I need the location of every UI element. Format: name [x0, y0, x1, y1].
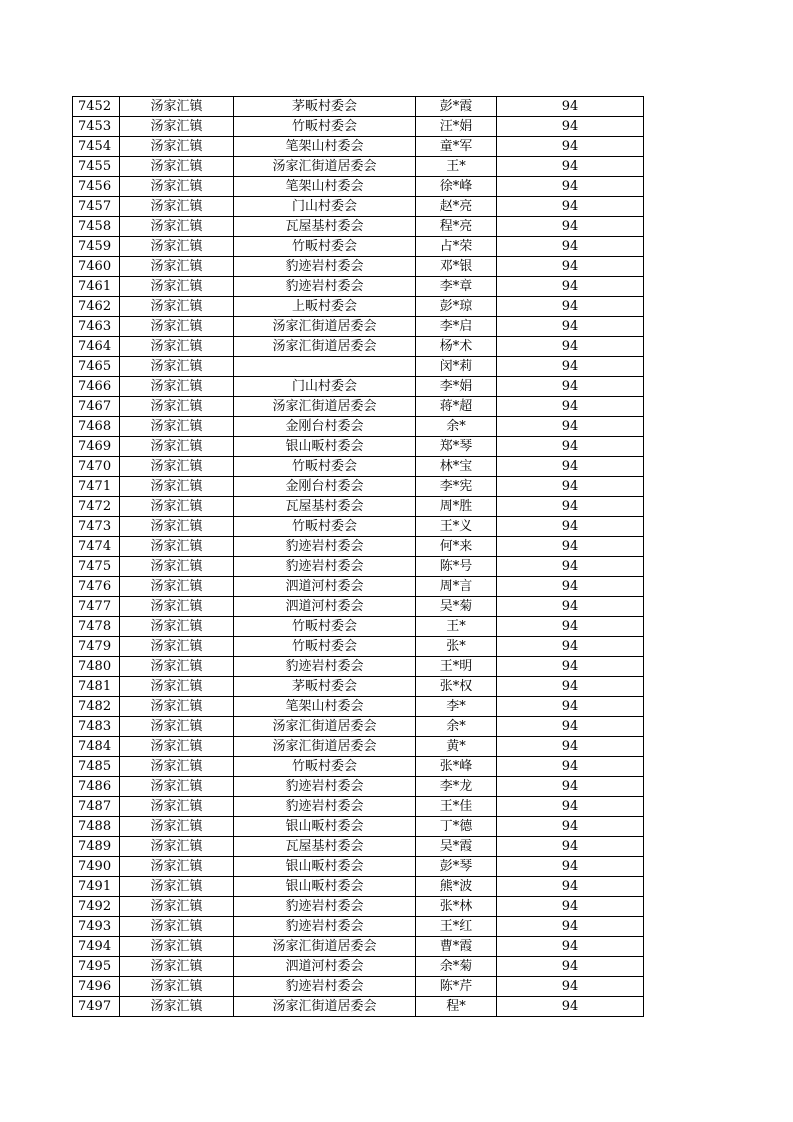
committee-cell: 茅畈村委会 [234, 97, 416, 117]
row-number-cell: 7490 [73, 857, 120, 877]
data-table [72, 96, 644, 1017]
table-row [73, 977, 644, 997]
score-cell: 94 [497, 257, 644, 277]
committee-cell: 豹迹岩村委会 [234, 277, 416, 297]
name-cell: 吴*霞 [416, 837, 497, 857]
committee-cell: 豹迹岩村委会 [234, 657, 416, 677]
row-number-cell: 7457 [73, 197, 120, 217]
committee-cell: 豹迹岩村委会 [234, 537, 416, 557]
name-cell: 郑*琴 [416, 437, 497, 457]
committee-cell: 竹畈村委会 [234, 637, 416, 657]
town-cell: 汤家汇镇 [120, 677, 234, 697]
score-cell: 94 [497, 197, 644, 217]
row-number-cell: 7453 [73, 117, 120, 137]
row-number-cell: 7489 [73, 837, 120, 857]
score-cell: 94 [497, 597, 644, 617]
town-cell: 汤家汇镇 [120, 157, 234, 177]
name-cell: 彭*霞 [416, 97, 497, 117]
name-cell: 李*启 [416, 317, 497, 337]
score-cell: 94 [497, 397, 644, 417]
committee-cell: 门山村委会 [234, 197, 416, 217]
score-cell: 94 [497, 137, 644, 157]
score-cell: 94 [497, 697, 644, 717]
committee-cell: 竹畈村委会 [234, 617, 416, 637]
name-cell: 陈*号 [416, 557, 497, 577]
committee-cell: 豹迹岩村委会 [234, 557, 416, 577]
score-cell: 94 [497, 117, 644, 137]
name-cell: 余* [416, 717, 497, 737]
score-cell: 94 [497, 997, 644, 1017]
table-row [73, 417, 644, 437]
table-row [73, 517, 644, 537]
score-cell: 94 [497, 537, 644, 557]
table-row [73, 937, 644, 957]
table-row [73, 557, 644, 577]
score-cell: 94 [497, 357, 644, 377]
score-cell: 94 [497, 677, 644, 697]
score-cell: 94 [497, 837, 644, 857]
row-number-cell: 7495 [73, 957, 120, 977]
table-row [73, 817, 644, 837]
committee-cell: 汤家汇街道居委会 [234, 337, 416, 357]
name-cell: 张* [416, 637, 497, 657]
committee-cell: 豹迹岩村委会 [234, 977, 416, 997]
table-row [73, 97, 644, 117]
score-cell: 94 [497, 877, 644, 897]
row-number-cell: 7486 [73, 777, 120, 797]
table-row [73, 877, 644, 897]
row-number-cell: 7484 [73, 737, 120, 757]
town-cell: 汤家汇镇 [120, 357, 234, 377]
table-row [73, 737, 644, 757]
name-cell: 张*林 [416, 897, 497, 917]
town-cell: 汤家汇镇 [120, 877, 234, 897]
town-cell: 汤家汇镇 [120, 557, 234, 577]
name-cell: 丁*德 [416, 817, 497, 837]
table-row [73, 257, 644, 277]
table-row [73, 157, 644, 177]
committee-cell: 汤家汇街道居委会 [234, 397, 416, 417]
row-number-cell: 7478 [73, 617, 120, 637]
row-number-cell: 7474 [73, 537, 120, 557]
table-row [73, 437, 644, 457]
row-number-cell: 7455 [73, 157, 120, 177]
score-cell: 94 [497, 737, 644, 757]
name-cell: 王* [416, 157, 497, 177]
score-cell: 94 [497, 237, 644, 257]
town-cell: 汤家汇镇 [120, 837, 234, 857]
town-cell: 汤家汇镇 [120, 697, 234, 717]
row-number-cell: 7452 [73, 97, 120, 117]
row-number-cell: 7464 [73, 337, 120, 357]
name-cell: 周*胜 [416, 497, 497, 517]
name-cell: 王*明 [416, 657, 497, 677]
table-row [73, 917, 644, 937]
table-row [73, 317, 644, 337]
name-cell: 周*言 [416, 577, 497, 597]
row-number-cell: 7458 [73, 217, 120, 237]
name-cell: 林*宝 [416, 457, 497, 477]
name-cell: 程*亮 [416, 217, 497, 237]
score-cell: 94 [497, 317, 644, 337]
town-cell: 汤家汇镇 [120, 777, 234, 797]
committee-cell: 瓦屋基村委会 [234, 217, 416, 237]
table-row [73, 137, 644, 157]
table-row [73, 237, 644, 257]
name-cell: 陈*芹 [416, 977, 497, 997]
name-cell: 余*菊 [416, 957, 497, 977]
committee-cell: 泗道河村委会 [234, 577, 416, 597]
committee-cell: 汤家汇街道居委会 [234, 997, 416, 1017]
town-cell: 汤家汇镇 [120, 137, 234, 157]
town-cell: 汤家汇镇 [120, 537, 234, 557]
row-number-cell: 7469 [73, 437, 120, 457]
row-number-cell: 7473 [73, 517, 120, 537]
table-row [73, 117, 644, 137]
town-cell: 汤家汇镇 [120, 517, 234, 537]
town-cell: 汤家汇镇 [120, 457, 234, 477]
committee-cell [234, 357, 416, 377]
town-cell: 汤家汇镇 [120, 817, 234, 837]
town-cell: 汤家汇镇 [120, 377, 234, 397]
table-row [73, 797, 644, 817]
name-cell: 徐*峰 [416, 177, 497, 197]
town-cell: 汤家汇镇 [120, 177, 234, 197]
row-number-cell: 7454 [73, 137, 120, 157]
score-cell: 94 [497, 97, 644, 117]
name-cell: 李*章 [416, 277, 497, 297]
row-number-cell: 7493 [73, 917, 120, 937]
table-row [73, 217, 644, 237]
town-cell: 汤家汇镇 [120, 917, 234, 937]
town-cell: 汤家汇镇 [120, 657, 234, 677]
score-cell: 94 [497, 577, 644, 597]
name-cell: 吴*菊 [416, 597, 497, 617]
committee-cell: 笔架山村委会 [234, 697, 416, 717]
score-cell: 94 [497, 557, 644, 577]
town-cell: 汤家汇镇 [120, 197, 234, 217]
score-cell: 94 [497, 657, 644, 677]
committee-cell: 豹迹岩村委会 [234, 257, 416, 277]
table-row [73, 397, 644, 417]
row-number-cell: 7468 [73, 417, 120, 437]
name-cell: 汪*娟 [416, 117, 497, 137]
committee-cell: 竹畈村委会 [234, 237, 416, 257]
town-cell: 汤家汇镇 [120, 277, 234, 297]
committee-cell: 瓦屋基村委会 [234, 837, 416, 857]
committee-cell: 豹迹岩村委会 [234, 797, 416, 817]
score-cell: 94 [497, 617, 644, 637]
name-cell: 曹*霞 [416, 937, 497, 957]
committee-cell: 笔架山村委会 [234, 137, 416, 157]
town-cell: 汤家汇镇 [120, 397, 234, 417]
row-number-cell: 7463 [73, 317, 120, 337]
name-cell: 杨*术 [416, 337, 497, 357]
row-number-cell: 7467 [73, 397, 120, 417]
row-number-cell: 7460 [73, 257, 120, 277]
table-row [73, 717, 644, 737]
table-row [73, 957, 644, 977]
name-cell: 占*荣 [416, 237, 497, 257]
town-cell: 汤家汇镇 [120, 757, 234, 777]
committee-cell: 金刚台村委会 [234, 477, 416, 497]
town-cell: 汤家汇镇 [120, 937, 234, 957]
town-cell: 汤家汇镇 [120, 997, 234, 1017]
name-cell: 张*权 [416, 677, 497, 697]
score-cell: 94 [497, 857, 644, 877]
row-number-cell: 7485 [73, 757, 120, 777]
score-cell: 94 [497, 817, 644, 837]
town-cell: 汤家汇镇 [120, 957, 234, 977]
row-number-cell: 7491 [73, 877, 120, 897]
committee-cell: 豹迹岩村委会 [234, 777, 416, 797]
name-cell: 童*军 [416, 137, 497, 157]
score-cell: 94 [497, 897, 644, 917]
score-cell: 94 [497, 277, 644, 297]
committee-cell: 竹畈村委会 [234, 117, 416, 137]
name-cell: 彭*琴 [416, 857, 497, 877]
row-number-cell: 7496 [73, 977, 120, 997]
table-row [73, 897, 644, 917]
table-row [73, 297, 644, 317]
score-cell: 94 [497, 717, 644, 737]
town-cell: 汤家汇镇 [120, 477, 234, 497]
town-cell: 汤家汇镇 [120, 497, 234, 517]
score-cell: 94 [497, 437, 644, 457]
committee-cell: 门山村委会 [234, 377, 416, 397]
town-cell: 汤家汇镇 [120, 217, 234, 237]
score-cell: 94 [497, 177, 644, 197]
row-number-cell: 7471 [73, 477, 120, 497]
table-row [73, 697, 644, 717]
row-number-cell: 7492 [73, 897, 120, 917]
row-number-cell: 7487 [73, 797, 120, 817]
score-cell: 94 [497, 517, 644, 537]
table-row [73, 617, 644, 637]
table-row [73, 197, 644, 217]
committee-cell: 瓦屋基村委会 [234, 497, 416, 517]
name-cell: 余* [416, 417, 497, 437]
row-number-cell: 7481 [73, 677, 120, 697]
name-cell: 王* [416, 617, 497, 637]
score-cell: 94 [497, 797, 644, 817]
name-cell: 李* [416, 697, 497, 717]
name-cell: 闵*莉 [416, 357, 497, 377]
town-cell: 汤家汇镇 [120, 597, 234, 617]
name-cell: 邓*银 [416, 257, 497, 277]
town-cell: 汤家汇镇 [120, 717, 234, 737]
score-cell: 94 [497, 377, 644, 397]
name-cell: 李*龙 [416, 777, 497, 797]
committee-cell: 竹畈村委会 [234, 757, 416, 777]
table-row [73, 457, 644, 477]
row-number-cell: 7465 [73, 357, 120, 377]
name-cell: 何*来 [416, 537, 497, 557]
town-cell: 汤家汇镇 [120, 237, 234, 257]
committee-cell: 汤家汇街道居委会 [234, 937, 416, 957]
row-number-cell: 7466 [73, 377, 120, 397]
committee-cell: 汤家汇街道居委会 [234, 317, 416, 337]
committee-cell: 汤家汇街道居委会 [234, 717, 416, 737]
committee-cell: 泗道河村委会 [234, 957, 416, 977]
row-number-cell: 7459 [73, 237, 120, 257]
row-number-cell: 7497 [73, 997, 120, 1017]
town-cell: 汤家汇镇 [120, 617, 234, 637]
score-cell: 94 [497, 917, 644, 937]
row-number-cell: 7472 [73, 497, 120, 517]
name-cell: 蒋*超 [416, 397, 497, 417]
score-cell: 94 [497, 957, 644, 977]
score-cell: 94 [497, 337, 644, 357]
town-cell: 汤家汇镇 [120, 297, 234, 317]
row-number-cell: 7456 [73, 177, 120, 197]
name-cell: 张*峰 [416, 757, 497, 777]
town-cell: 汤家汇镇 [120, 577, 234, 597]
committee-cell: 银山畈村委会 [234, 437, 416, 457]
name-cell: 程* [416, 997, 497, 1017]
committee-cell: 豹迹岩村委会 [234, 897, 416, 917]
table-row [73, 477, 644, 497]
row-number-cell: 7480 [73, 657, 120, 677]
town-cell: 汤家汇镇 [120, 857, 234, 877]
score-cell: 94 [497, 757, 644, 777]
table-row [73, 857, 644, 877]
committee-cell: 上畈村委会 [234, 297, 416, 317]
table-row [73, 637, 644, 657]
table-row [73, 597, 644, 617]
score-cell: 94 [497, 937, 644, 957]
table-row [73, 577, 644, 597]
town-cell: 汤家汇镇 [120, 337, 234, 357]
table-row [73, 777, 644, 797]
table-body [73, 97, 644, 1017]
name-cell: 熊*波 [416, 877, 497, 897]
committee-cell: 泗道河村委会 [234, 597, 416, 617]
row-number-cell: 7488 [73, 817, 120, 837]
score-cell: 94 [497, 777, 644, 797]
score-cell: 94 [497, 217, 644, 237]
row-number-cell: 7477 [73, 597, 120, 617]
row-number-cell: 7475 [73, 557, 120, 577]
town-cell: 汤家汇镇 [120, 797, 234, 817]
committee-cell: 银山畈村委会 [234, 817, 416, 837]
town-cell: 汤家汇镇 [120, 257, 234, 277]
name-cell: 彭*琼 [416, 297, 497, 317]
committee-cell: 金刚台村委会 [234, 417, 416, 437]
score-cell: 94 [497, 157, 644, 177]
town-cell: 汤家汇镇 [120, 317, 234, 337]
name-cell: 李*娟 [416, 377, 497, 397]
table-row [73, 357, 644, 377]
name-cell: 黄* [416, 737, 497, 757]
row-number-cell: 7476 [73, 577, 120, 597]
row-number-cell: 7462 [73, 297, 120, 317]
town-cell: 汤家汇镇 [120, 737, 234, 757]
row-number-cell: 7482 [73, 697, 120, 717]
score-cell: 94 [497, 417, 644, 437]
committee-cell: 笔架山村委会 [234, 177, 416, 197]
table-row [73, 657, 644, 677]
committee-cell: 竹畈村委会 [234, 517, 416, 537]
committee-cell: 银山畈村委会 [234, 857, 416, 877]
score-cell: 94 [497, 977, 644, 997]
table-row [73, 377, 644, 397]
committee-cell: 茅畈村委会 [234, 677, 416, 697]
committee-cell: 银山畈村委会 [234, 877, 416, 897]
committee-cell: 竹畈村委会 [234, 457, 416, 477]
table-row [73, 997, 644, 1017]
committee-cell: 豹迹岩村委会 [234, 917, 416, 937]
score-cell: 94 [497, 637, 644, 657]
row-number-cell: 7479 [73, 637, 120, 657]
table-row [73, 837, 644, 857]
score-cell: 94 [497, 297, 644, 317]
table-row [73, 757, 644, 777]
town-cell: 汤家汇镇 [120, 97, 234, 117]
town-cell: 汤家汇镇 [120, 417, 234, 437]
row-number-cell: 7461 [73, 277, 120, 297]
row-number-cell: 7494 [73, 937, 120, 957]
town-cell: 汤家汇镇 [120, 977, 234, 997]
name-cell: 王*红 [416, 917, 497, 937]
town-cell: 汤家汇镇 [120, 637, 234, 657]
table-row [73, 677, 644, 697]
table-row [73, 337, 644, 357]
score-cell: 94 [497, 497, 644, 517]
score-cell: 94 [497, 457, 644, 477]
row-number-cell: 7470 [73, 457, 120, 477]
name-cell: 王*义 [416, 517, 497, 537]
town-cell: 汤家汇镇 [120, 117, 234, 137]
name-cell: 李*宪 [416, 477, 497, 497]
table-row [73, 497, 644, 517]
committee-cell: 汤家汇街道居委会 [234, 157, 416, 177]
table-row [73, 277, 644, 297]
name-cell: 赵*亮 [416, 197, 497, 217]
committee-cell: 汤家汇街道居委会 [234, 737, 416, 757]
table-row [73, 537, 644, 557]
name-cell: 王*佳 [416, 797, 497, 817]
score-cell: 94 [497, 477, 644, 497]
row-number-cell: 7483 [73, 717, 120, 737]
table-row [73, 177, 644, 197]
town-cell: 汤家汇镇 [120, 897, 234, 917]
town-cell: 汤家汇镇 [120, 437, 234, 457]
